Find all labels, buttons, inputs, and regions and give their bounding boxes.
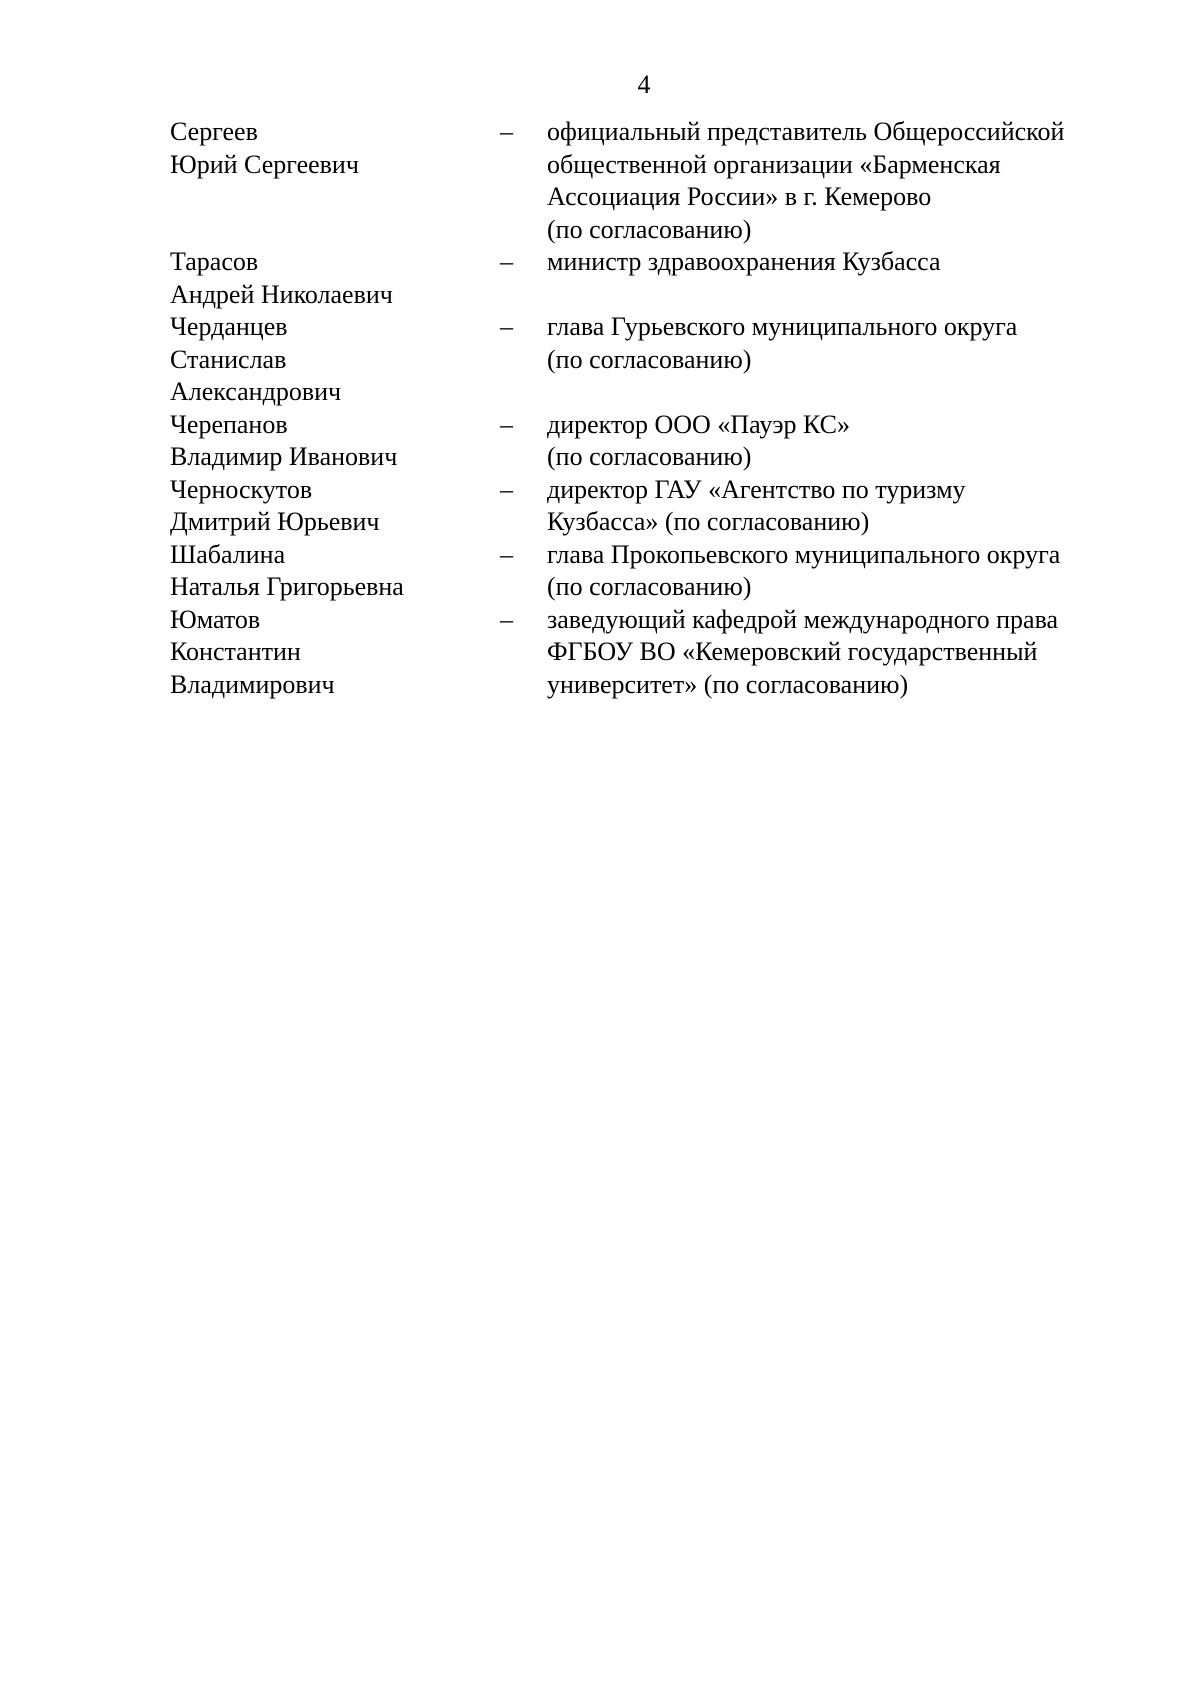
member-name [170,474,500,539]
member-entry [170,474,1120,539]
dash-separator: – [500,247,513,276]
member-name-line: Юрий Сергеевич [170,149,359,179]
member-name-line: Дмитрий Юрьевич [170,507,380,536]
member-name-line: Станислав [170,344,287,374]
member-role-line: министр здравоохранения Кузбасса [547,247,941,276]
member-entry [170,409,1120,474]
member-role [547,409,1120,474]
member-role [547,539,1120,604]
dash-separator: – [500,539,513,569]
member-role-line: (по согласованию) [547,344,752,374]
member-name-line: Черноскутов [170,474,313,504]
member-name-line: Константин [170,637,301,666]
member-name-line: Шабалина [170,539,286,569]
member-entry [170,246,1120,311]
member-role-line: официальный представитель Общероссийской [547,117,1065,146]
member-role [547,604,1120,702]
member-role [547,474,1120,539]
member-name [170,116,500,181]
member-role-line: директор ООО «Пауэр КС» [547,409,851,439]
member-role-line: заведующий кафедрой международного права [547,604,1059,634]
member-role-line: Кузбасса» (по согласованию) [547,507,870,536]
member-name-line: Андрей Николаевич [170,279,393,309]
member-role [547,311,1120,376]
member-role-line: Ассоциация России» в г. Кемерово [547,182,932,211]
dash-separator: – [500,604,513,634]
member-role-line: (по согласованию) [547,572,752,601]
member-role-line: университет» (по согласованию) [547,669,909,699]
member-name [170,409,500,474]
member-role-line: общественной организации «Барменская [547,149,1001,179]
dash-separator: – [500,117,513,146]
member-entry [170,311,1120,409]
member-entry [170,116,1120,246]
dash-separator: – [500,312,513,341]
member-name-line: Александрович [170,377,342,406]
member-name [170,604,500,702]
member-entry [170,539,1120,604]
member-role-line: глава Прокопьевского муниципального округа [547,539,1061,569]
member-entry [170,604,1120,702]
member-role-line: (по согласованию) [547,214,752,244]
member-name-line: Черепанов [170,409,288,439]
member-name [170,246,500,311]
member-role [547,246,1120,279]
member-role-line: директор ГАУ «Агентство по туризму [547,474,966,504]
member-name-line: Владимир Иванович [170,442,398,471]
member-role-line: ФГБОУ ВО «Кемеровский государственный [547,637,1038,666]
member-role-line: глава Гурьевского муниципального округа [547,312,1018,341]
member-name [170,539,500,604]
member-list [170,116,1120,701]
member-name-line: Владимирович [170,669,335,699]
member-name-line: Черданцев [170,312,288,341]
dash-separator: – [500,409,513,439]
member-role [547,116,1120,246]
member-role-line: (по согласованию) [547,442,752,471]
member-name-line: Сергеев [170,117,258,146]
member-name-line: Тарасов [170,247,259,276]
member-name [170,311,500,409]
page-number: 4 [637,70,651,99]
member-name-line: Юматов [170,604,261,634]
member-name-line: Наталья Григорьевна [170,572,404,601]
dash-separator: – [500,474,513,504]
